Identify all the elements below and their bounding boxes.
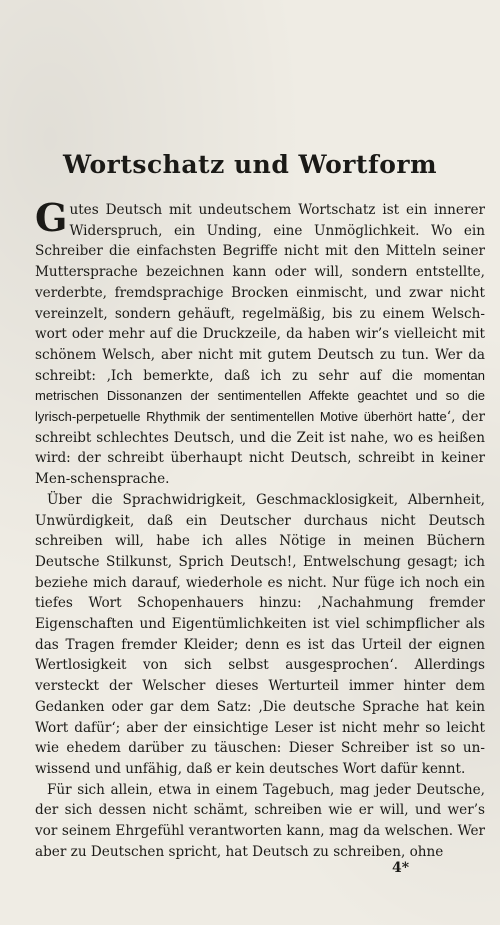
paragraph-3: Für sich allein, etwa in einem Tagebuch, mag jeder Deutsche, der sich dessen nicht schämt, schreiben wie er will, und wer’s vor seinem Ehrgefühl verantworten kann, mag da welschen. Wer aber zu Deutschen spricht, hat Deutsch zu schreiben, ohne — [35, 781, 485, 860]
paragraph-1 — [35, 195, 485, 490]
chapter-title: Wortschatz und Wortform — [62, 150, 438, 179]
body-text — [35, 195, 485, 863]
quote-intro: Wer da schreibt: ‚Ich bemerkte, daß ich zu sehr auf die — [35, 346, 485, 384]
quote-outro: ‘, der schreibt schlechtes Deutsch, und die Zeit ist nahe, wo es heißen wird: der schreibt überhaupt nicht Deutsch, schreibt in keiner Men-schensprache. — [35, 409, 485, 488]
page-number: 4* — [392, 860, 410, 876]
quote-antiqua: momentan metrischen Dissonanzen der sentimentellen Affekte geachtet und so die lyrisch-perpetuelle Rhythmik der sentimentellen Motive überhört hatte — [35, 367, 485, 425]
drop-cap: G — [35, 195, 68, 240]
paragraph-1-text: utes Deutsch mit undeutschem Wortschatz ist ein innerer Widerspruch, ein Unding, eine Unmöglichkeit. Wo ein Schreiber die einfachsten Begriffe nicht mit den Mitteln seiner Muttersprache bezeichnen kann oder will, sondern entstellte, verderbte, fremdsprachige Brocken einmischt, und zwar nicht vereinzelt, sondern gehäuft, regelmäßig, bis zu einem Welsch-wort oder mehr auf die Druckzeile, da haben wir’s vielleicht mit schönem Welsch, aber nicht mit gutem Deutsch zu tun. — [35, 202, 485, 363]
paragraph-2: Über die Sprachwidrigkeit, Geschmacklosigkeit, Albernheit, Unwürdigkeit, daß ein Deutscher durchaus nicht Deutsch schreiben will, habe ich alles Nötige in meinen Büchern Deutsche Stilkunst, Sprich Deutsch!, Entwelschung gesagt; ich beziehe mich darauf, wiederhole es nicht. Nur füge ich noch ein tiefes Wort Schopenhauers hinzu: ‚Nachahmung fremder Eigenschaften und Eigentümlichkeiten ist viel schimpflicher als das Tragen fremder Kleider; denn es ist das Urteil der eignen Wertlosigkeit von sich selbst ausgesprochen‘. Allerdings versteckt der Welscher dieses Werturteil immer hinter dem Gedanken oder gar dem Satz: ‚Die deutsche Sprache hat kein Wort dafür‘; aber der einsichtige Leser ist nicht mehr so leicht wie ehedem darüber zu täuschen: Dieser Schreiber ist so un-wissend und unfähig, daß er kein deutsches Wort dafür kennt. — [35, 491, 485, 777]
